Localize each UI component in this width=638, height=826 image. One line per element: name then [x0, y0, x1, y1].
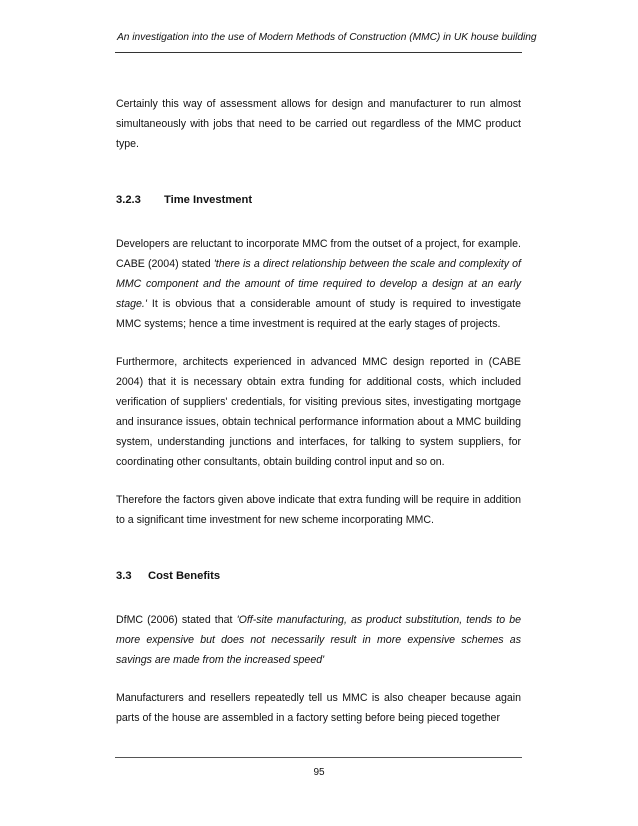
paragraph-text: It is obvious that a considerable amount of study is required to investigate MMC systems; hence a time investment is required at the early stages of projects.	[116, 298, 521, 330]
paragraph-dfmc	[116, 610, 521, 670]
section-heading-time-investment	[116, 190, 521, 210]
section-title: Cost Benefits	[148, 570, 221, 582]
paragraph-developers	[116, 234, 521, 334]
page-number: 95	[313, 767, 325, 778]
section-number: 3.3	[116, 570, 132, 582]
footer-divider	[115, 757, 522, 758]
spacer	[116, 670, 521, 688]
paragraph-manufacturers: Manufacturers and resellers repeatedly tell us MMC is also cheaper because again parts of the house are assembled in a factory setting before being pieced together	[116, 692, 521, 724]
page-body	[116, 94, 521, 728]
spacer	[116, 530, 521, 566]
paragraph-text: Developers are reluctant to incorporate MMC from the outset of a project, for example. CABE (2004) stated	[116, 238, 521, 270]
section-number: 3.2.3	[116, 194, 141, 206]
spacer	[116, 334, 521, 352]
paragraph-architects: Furthermore, architects experienced in advanced MMC design reported in (CABE 2004) that it is necessary obtain extra funding for additional costs, which included verification of suppliers' credentials, for visiting previous sites, investigating mortgage and insurance issues, obtain technical performance information about a MMC building system, understanding junctions and interfaces, for talking to system suppliers, for coordinating other consultants, obtain building control input and so on.	[116, 356, 521, 468]
running-header: An investigation into the use of Modern Methods of Construction (MMC) in UK house building	[117, 32, 537, 43]
paragraph-assessment: Certainly this way of assessment allows for design and manufacturer to run almost simultaneously with jobs that need to be carried out regardless of the MMC product type.	[116, 98, 521, 150]
spacer	[116, 586, 521, 610]
paragraph-text: DfMC (2006) stated that	[116, 614, 237, 626]
header-divider	[115, 52, 522, 53]
spacer	[116, 154, 521, 190]
section-heading-cost-benefits	[116, 566, 521, 586]
paragraph-conclusion: Therefore the factors given above indicate that extra funding will be require in addition to a significant time investment for new scheme incorporating MMC.	[116, 494, 521, 526]
dfmc-quote: 'Off-site manufacturing, as product substitution, tends to be more expensive but does not necessarily result in more expensive schemes as savings are made from the increased speed'	[116, 614, 521, 666]
spacer	[116, 210, 521, 234]
cabe-quote: 'there is a direct relationship between the scale and complexity of MMC component and the amount of time required to develop a design at an early stage.'	[116, 258, 521, 310]
spacer	[116, 472, 521, 490]
section-title: Time Investment	[164, 194, 253, 206]
